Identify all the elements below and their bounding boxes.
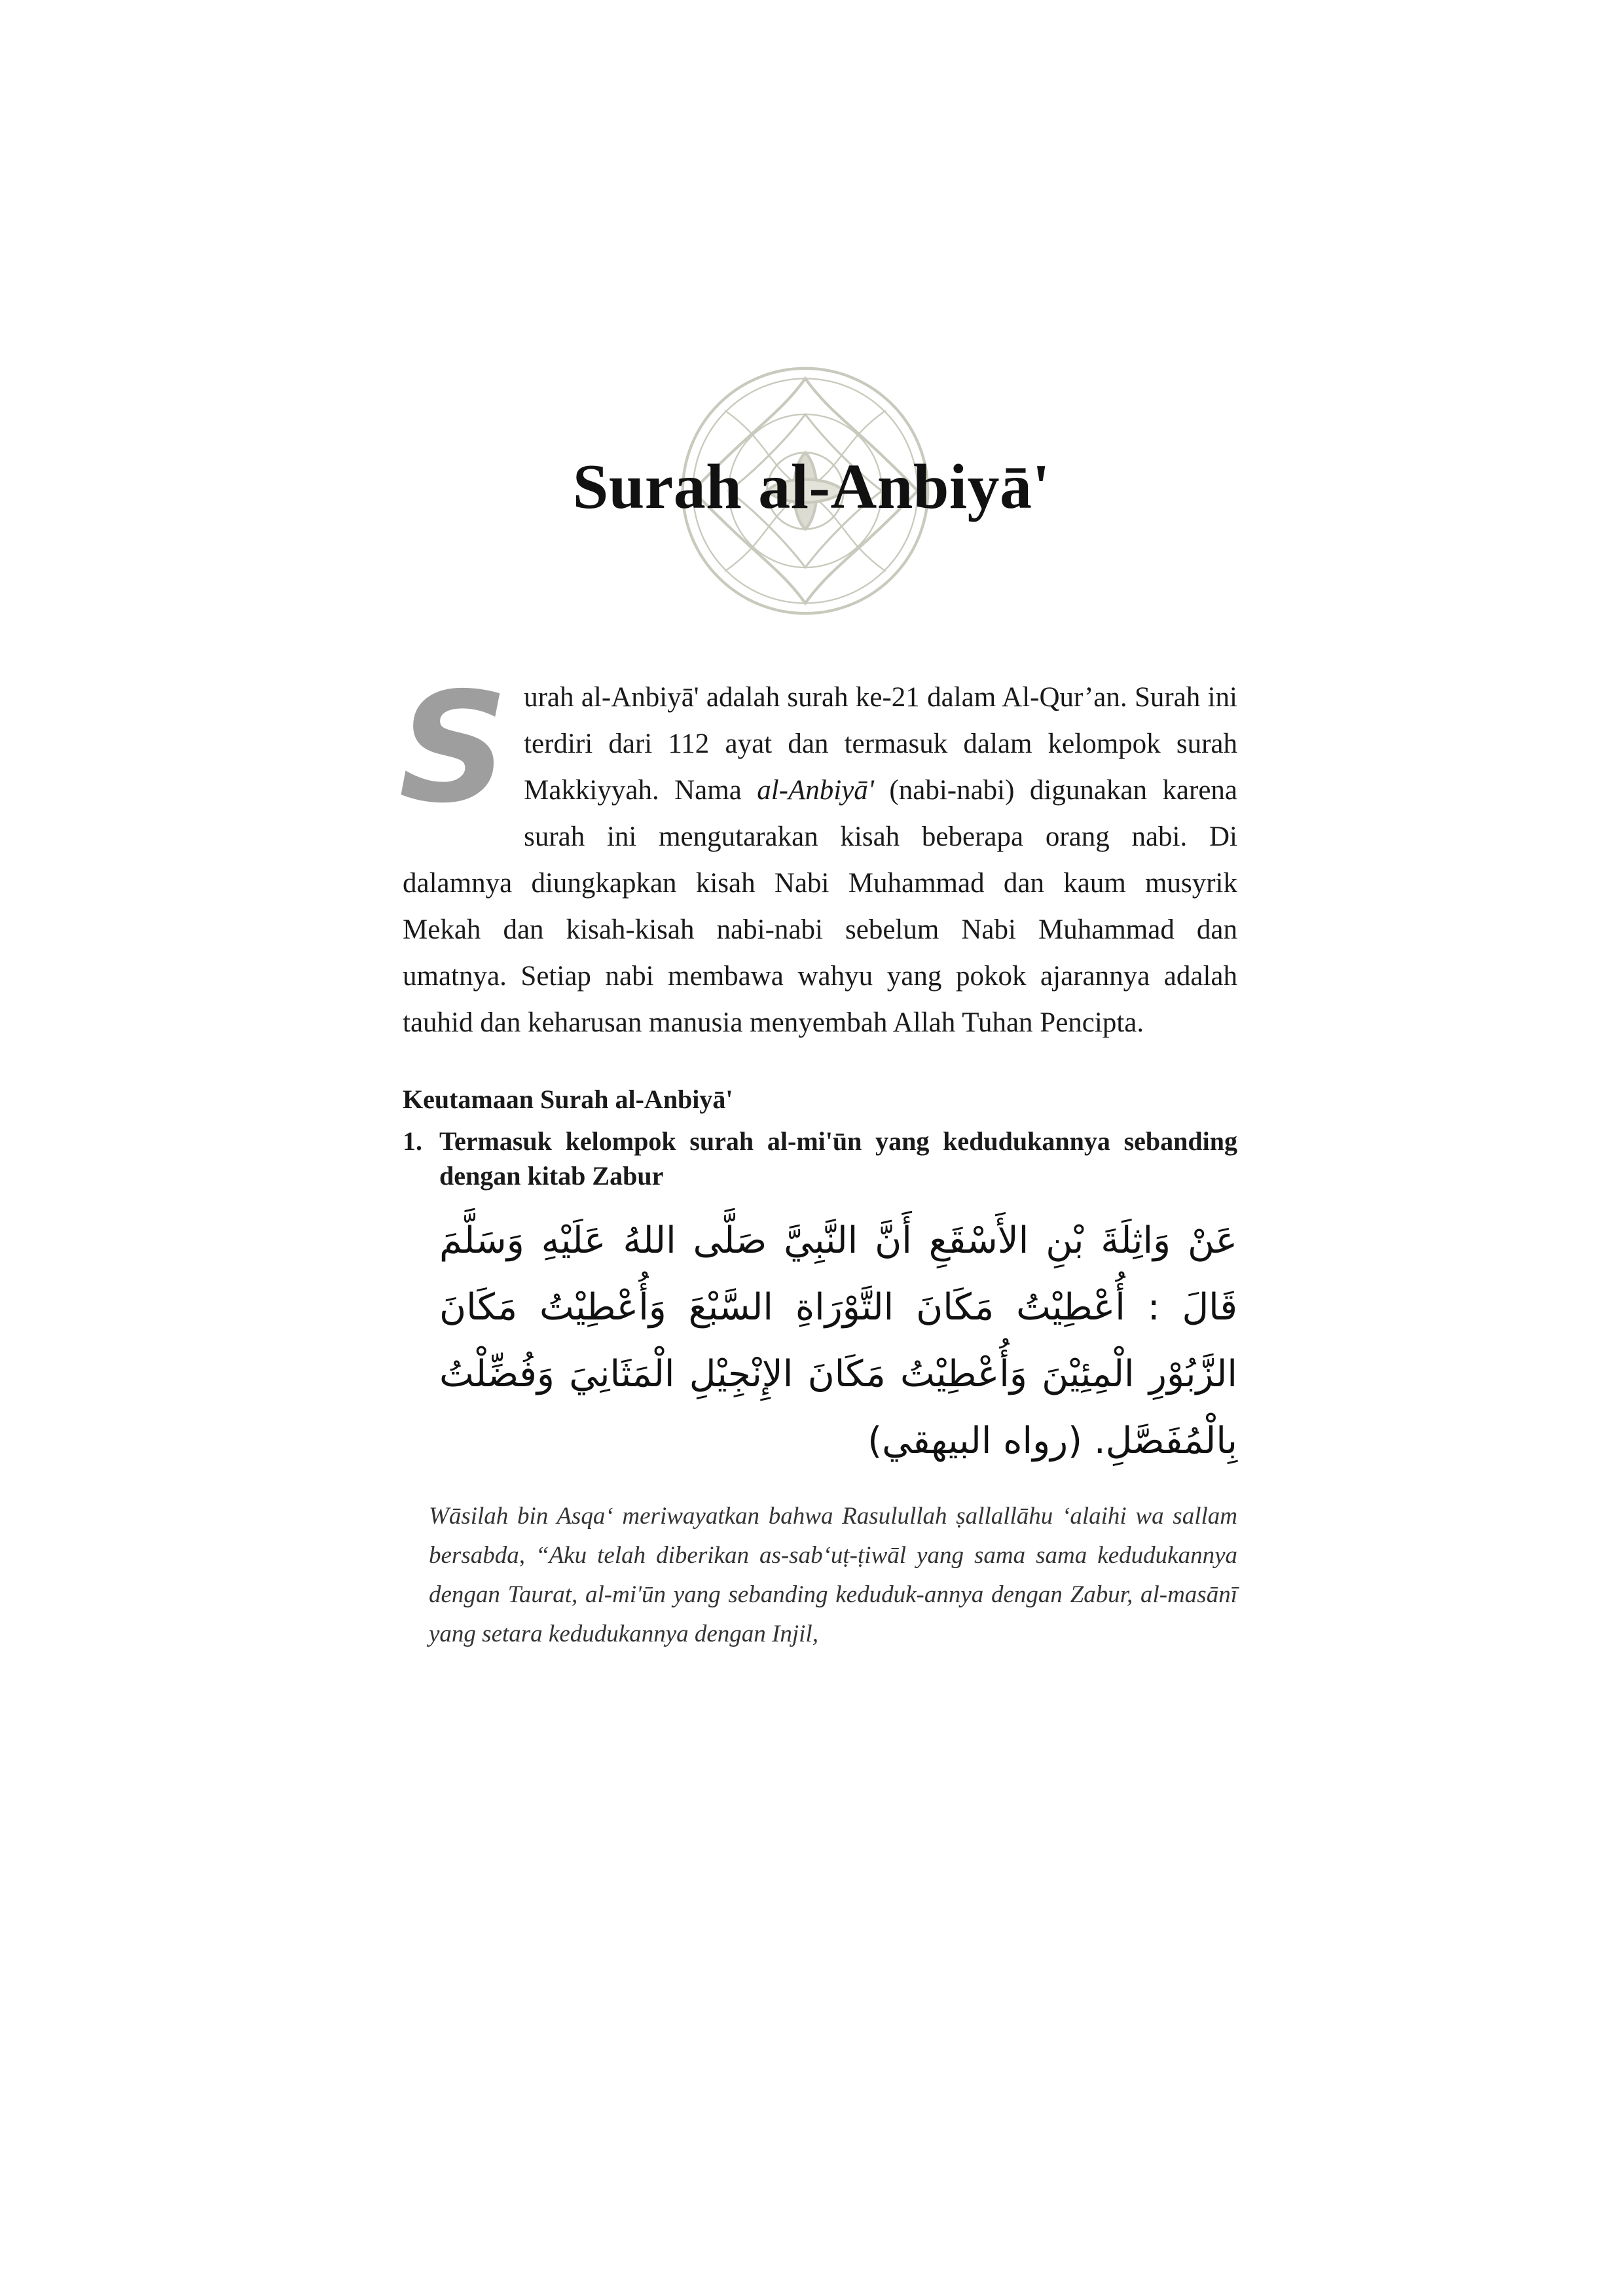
- hadith-translation: Wāsilah bin Asqa‘ meriwayatkan bahwa Rasulullah ṣallallāhu ‘alaihi wa sallam bersabda, “Aku telah diberikan as-sab‘uṭ-ṭiwāl yang sama sama kedudukannya dengan Taurat, al-mi'ūn yang sebanding keduduk-annya dengan Zabur, al-masānī yang setara kedudukannya dengan Injil,: [429, 1503, 1237, 1647]
- list-item: [403, 1124, 1237, 1193]
- intro-term: al-Anbiyā': [757, 775, 874, 806]
- intro-paragraph: [399, 660, 1238, 1046]
- page-title: Surah al-Anbiyā': [572, 452, 1051, 522]
- item-number: 1.: [403, 1126, 422, 1156]
- intro-rest: (nabi-nabi) digunakan karena surah ini mengutarakan kisah beberapa orang nabi. Di dalamnya diungkapkan kisah Nabi Muhammad dan kaum musyrik Mekah dan kisah-kisah nabi-nabi sebelum Nabi Muhammad dan umatnya. Setiap nabi membawa wahyu yang pokok ajarannya adalah tauhid dan keharusan manusia menyembah Allah Tuhan Pencipta.: [403, 775, 1238, 1038]
- drop-cap: S: [399, 660, 509, 836]
- section-heading: Keutamaan Surah al-Anbiyā': [403, 1085, 733, 1114]
- item-text: Termasuk kelompok surah al-mi'ūn yang kedudukannya sebanding dengan kitab Zabur: [439, 1126, 1237, 1191]
- main-content: [399, 660, 1238, 1654]
- intro-lead: urah al-Anbiyā' adalah surah ke-21 dalam Al-Qur’an. Surah ini terdiri dari 112 ayat dan termasuk dalam kelompok surah Makkiyyah. Nama: [524, 682, 1237, 806]
- arabic-hadith: عَنْ وَاثِلَةَ بْنِ الأَسْقَعِ أَنَّ النَّبِيَّ صَلَّى اللهُ عَلَيْهِ وَسَلَّمَ قَالَ : أُعْطِيْتُ مَكَانَ التَّوْرَاةِ السَّبْعَ وَأُعْطِيْتُ مَكَانَ الزَّبُوْرِ الْمِئِيْنَ وَأُعْطِيْتُ مَكَانَ الإِنْجِيْلِ الْمَثَانِيَ وَفُضِّلْتُ بِالْمُفَصَّلِ. (رواه البيهقي): [439, 1219, 1237, 1462]
